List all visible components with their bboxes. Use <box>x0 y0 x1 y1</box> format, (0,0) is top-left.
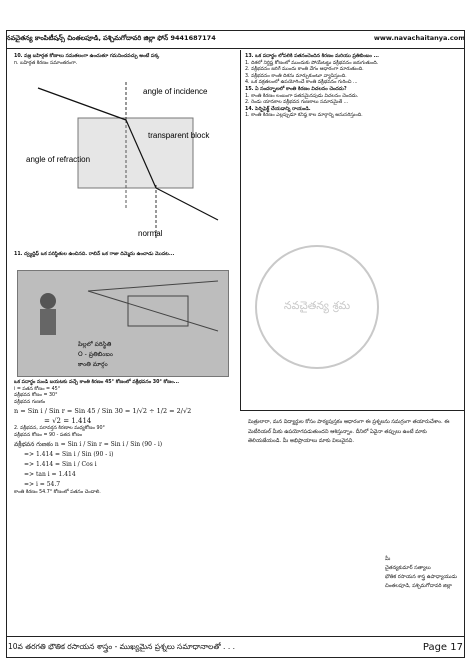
r-line-8: 14. పెర్బిఫెక్ట్ చేయడాన్ని రాయండి. <box>245 106 311 112</box>
sign-line-4: చింతలపూడి, పశ్చిమగోదావరి జిల్లా <box>385 583 452 589</box>
closing-paragraph: మిత్రులారా, మన విద్యార్థుల కోసం పాఠ్యపుస్తకం ఆధారంగా ఈ ప్రశ్నలను సమగ్రంగా తయారుచేశాం. ఈ మెటీరియల్ మీకు ఉపయోగపడుతుందని ఆశిస్తున్నాం. దీనిలో ఏవైనా తప్పులు ఉంటే మాకు తెలియజేయండి. మీ అభిప్రాయాలు మాకు విలువైనవి. <box>248 419 450 444</box>
q13-text: 13. ఒక పదార్థం లోపలికి పతనంచెందిన కిరణం మరియు ప్రతిబింబం ... <box>245 54 379 59</box>
left-column <box>14 54 238 67</box>
photo-label-3: కాంతి మార్గం <box>78 361 108 368</box>
photo-line-1 <box>88 281 218 291</box>
n2-step-d: => i = 54.7 <box>24 480 61 488</box>
header-right: www.navachaitanya.com <box>373 34 465 42</box>
n-equation-2: = √2 = 1.414 <box>44 417 92 426</box>
n2-step-c: => tan i = 1.414 <box>24 470 76 478</box>
emergent-ray <box>156 188 218 220</box>
r2-text: వక్రీభవన కోణం = 90 - పతన కోణం <box>14 432 82 438</box>
r-line-7: 2. రెండు యానకాల వక్రీభవన గుణకాలు సమానమైతే ... <box>245 100 349 106</box>
q12-text: ఒక పదార్థం నుండి బయటకు వచ్చే కాంతి కిరణం 45° కోణంలో వక్రీభవనం 30° కోణం... <box>14 380 180 385</box>
r-line-9: 1. కాంతి కిరణం ఎల్లప్పుడూ కనిష్ఠ కాల మార్గాన్ని అనుసరిస్తుంది. <box>245 113 363 119</box>
page-header <box>6 34 465 46</box>
n2-step-a: => 1.414 = Sin i / Sin (90 - i) <box>24 450 114 458</box>
label-angle-incidence: angle of incidence <box>143 87 208 96</box>
q10-text-2: n. బహిర్గత కిరణం సమాంతరంగా. <box>14 60 78 66</box>
label-normal: normal <box>138 229 163 238</box>
incident-ray <box>38 88 126 120</box>
r-line-2: 2. వక్రీభవనం జరిగే ముందు కాంతి వేగం ఆధారంగా మారుతుంది. <box>245 67 364 73</box>
page-number: Page 17 <box>422 641 463 653</box>
child-figure-head <box>40 293 56 309</box>
footer-title: 10వ తరగతి భౌతిక రసాయన శాస్త్రం - ముఖ్యమైన ప్రశ్నలు సమాధానాలతో . . . <box>8 641 235 651</box>
r-line-5: 15. ఏ సందర్భాలలో కాంతి కిరణం విచలనం చెందదు? <box>245 86 347 92</box>
signature-block <box>385 555 457 591</box>
photo-label-1: పిల్లలో పరిస్థితి <box>78 341 112 348</box>
photo-label-2: O - ప్రతిబింబం <box>78 351 113 358</box>
right-box-rule <box>240 410 465 411</box>
label-transparent-block: transparent block <box>148 131 210 140</box>
q11-text: 11. ద్వ్యద్దిఫ్ ఒక పరిస్థితుల ఉంచినది. రాబిన్ ఒక గాజు దిమ్మెను ఉంచాడు మొదట... <box>14 252 175 257</box>
header-rule <box>6 48 465 49</box>
i-value: i = పతన కోణం = 45° <box>14 386 61 392</box>
n-equation-1: n = Sin i / Sin r = Sin 45 / Sin 30 = 1/√2 ÷ 1/2 = 2/√2 <box>14 407 192 416</box>
label-angle-refraction: angle of refraction <box>26 155 91 164</box>
watermark-seal <box>255 245 379 369</box>
n2-equation: వక్రీభవన గుణకం n = Sin i / Sin r = Sin i / Sin (90 - i) <box>14 440 163 448</box>
photo-line-2 <box>88 291 218 331</box>
experiment-photo <box>17 270 229 377</box>
q12-block <box>14 380 238 496</box>
photo-block <box>128 296 188 326</box>
header-left: నవచైతన్య కాంపిటీషన్స్ చింతలపూడి, పశ్చిమగోదావరి జిల్లా ఫోన్ 9441687174 <box>6 34 216 42</box>
step-2: 2. వక్రీభవన, పరావర్తన కిరణాల మధ్యకోణం 90° <box>14 426 105 432</box>
r-line-4: 4. ఒక వక్రతలంలో ఉపయోగించే కాంతి వక్రీభవనం గురించి ... <box>245 80 358 86</box>
watermark-text: నవచైతన్య శ్రమ <box>283 299 351 312</box>
child-figure-body <box>40 309 56 335</box>
sign-line-3: భౌతిక రసాయన శాస్త్ర ఉపాధ్యాయుడు <box>385 574 457 580</box>
r-line-6: 1. కాంతి కిరణం లంబంగా పతనమైనపుడు విచలనం చెందదు. <box>245 93 359 99</box>
column-divider <box>240 50 241 410</box>
refraction-diagram <box>18 80 228 245</box>
result-text: కాంతి కిరణం 54.7° కోణంలో పతనం చెందాలి. <box>14 489 101 495</box>
sign-line-2: చైతన్యకుమార్ సత్యాలు <box>385 565 431 571</box>
r-line-1: 1. దిశలో నిర్దిష్ట కోణంలో ముందుకు పోయేటట్టు వక్రీభవనం జరుగుతుంది. <box>245 60 379 66</box>
page-footer <box>8 640 463 654</box>
photo-sketch <box>18 271 228 376</box>
right-column <box>245 54 459 120</box>
r-line-3: 3. వక్రీభవనం కాంతి దిశను మార్చుకుంటూ వ్యాపిస్తుంది. <box>245 73 347 79</box>
n-label: వక్రీభవన గుణకం <box>14 399 46 405</box>
r-value: వక్రీభవన కోణం = 30° <box>14 393 58 399</box>
q10-text-1: 10. వజ్ర బహిర్గత కోణాలు సమతలంగా ఉంచుతూ గమనించవచ్చు అంటే పక్క <box>14 54 160 59</box>
sign-line-1: మీ <box>385 556 391 562</box>
footer-rule <box>6 636 465 637</box>
n2-step-b: => 1.414 = Sin i / Cos i <box>24 460 97 468</box>
transparent-block-rect <box>78 118 193 188</box>
